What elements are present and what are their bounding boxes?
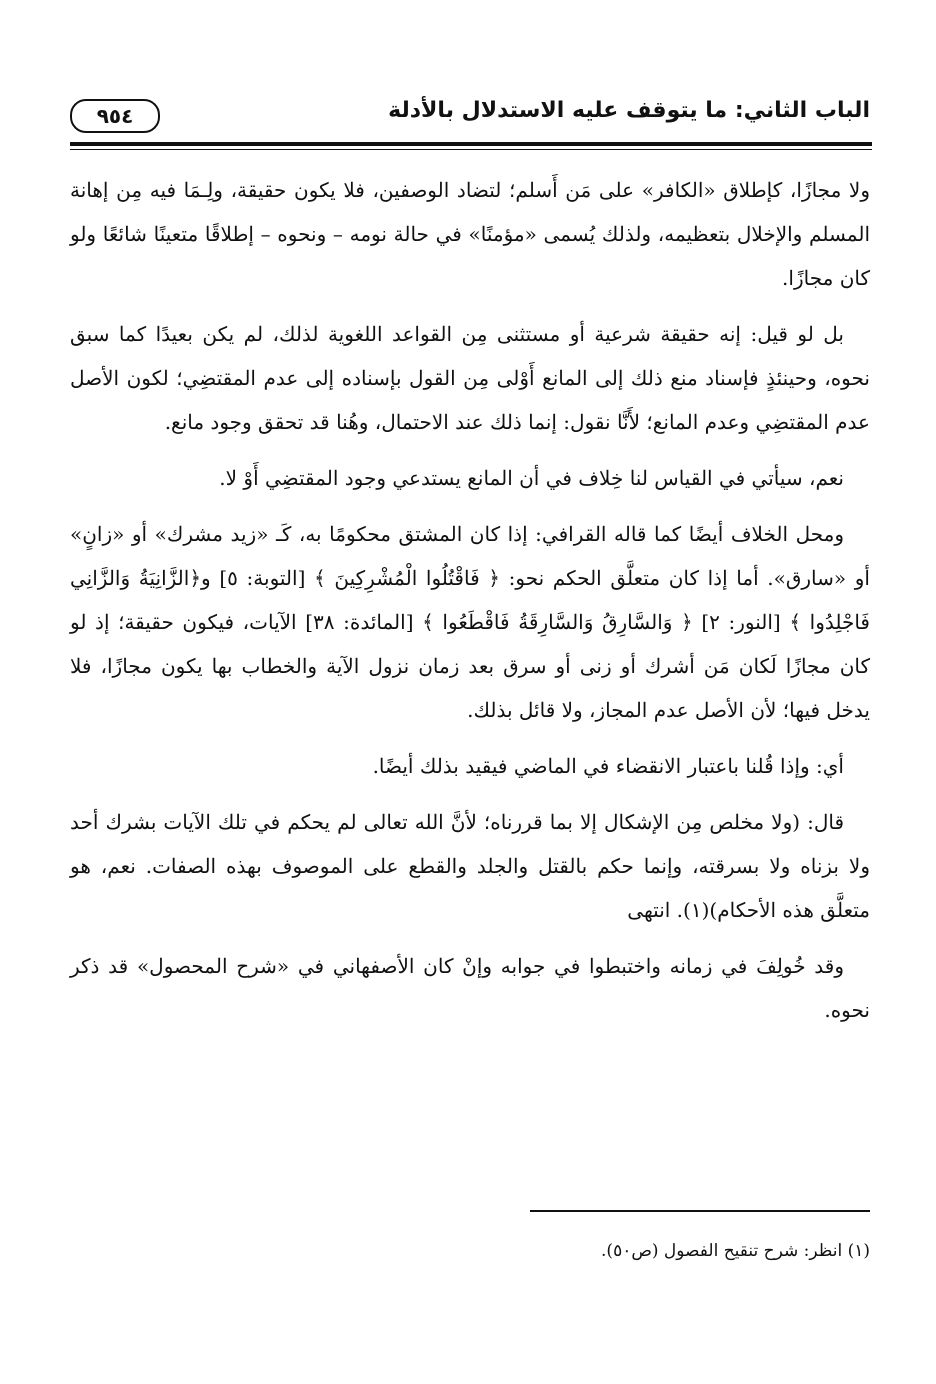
header-rule-thick bbox=[70, 142, 872, 146]
chapter-title: الباب الثاني: ما يتوقف عليه الاستدلال بالأدلة bbox=[388, 98, 870, 123]
paragraph: قال: (ولا مخلص مِن الإشكال إلا بما قررناه؛ لأنَّ الله تعالى لم يحكم في تلك الآيات بشرك أحد ولا بزناه ولا بسرقته، وإنما حكم بالقتل والجلد والقطع على الموصوف بهذه الصفات. نعم، هو متعلَّق هذه الأحكام)(١). انتهى bbox=[70, 810, 870, 922]
paragraph: ومحل الخلاف أيضًا كما قاله القرافي: إذا كان المشتق محكومًا به، كَـ «زيد مشرك» أو «زانٍ» أو «سارق». أما إذا كان متعلَّق الحكم نحو: ﴿ فَاقْتُلُوا الْمُشْرِكِينَ ﴾ [التوبة: ٥] و﴿الزَّانِيَةُ وَالزَّانِي فَاجْلِدُوا ﴾ [النور: ٢] ﴿ وَالسَّارِقُ وَالسَّارِقَةُ فَاقْطَعُوا ﴾ [المائدة: ٣٨] الآيات، فيكون حقيقة؛ إذ لو كان مجازًا لَكان مَن أشرك أو زنى أو سرق بعد زمان نزول الآية والخطاب بها يكون مجازًا، فلا يدخل فيها؛ لأن الأصل عدم المجاز، ولا قائل بذلك. bbox=[70, 522, 870, 722]
header-rule-thin bbox=[70, 149, 872, 150]
footnote-separator bbox=[530, 1210, 870, 1212]
page-header bbox=[70, 96, 870, 140]
page-body bbox=[70, 168, 870, 1044]
paragraph: ولا مجازًا، كإطلاق «الكافر» على مَن أَسلم؛ لتضاد الوصفين، فلا يكون حقيقة، ولِـمَا فيه مِن إهانة المسلم والإخلال بتعظيمه، ولذلك يُسمى «مؤمنًا» في حالة نومه – ونحوه – إطلاقًا متعينًا شائعًا ولو كان مجازًا. bbox=[70, 178, 870, 290]
page-number: ٩٥٤ bbox=[70, 99, 160, 133]
paragraph: نعم، سيأتي في القياس لنا خِلاف في أن المانع يستدعي وجود المقتضِي أَوْ لا. bbox=[219, 466, 844, 490]
footnote: (١) انظر: شرح تنقيح الفصول (ص٥٠). bbox=[601, 1241, 870, 1261]
paragraph: وقد خُولِفَ في زمانه واختبطوا في جوابه وإنْ كان الأصفهاني في «شرح المحصول» قد ذكر نحوه. bbox=[70, 954, 870, 1022]
paragraph: بل لو قيل: إنه حقيقة شرعية أو مستثنى مِن القواعد اللغوية لذلك، لم يكن بعيدًا كما سبق نحوه، وحينئذٍ فإسناد منع ذلك إلى المانع أَوْلى مِن القول بإسناده إلى عدم المقتضِي؛ لكون الأصل عدم المقتضِي وعدم المانع؛ لأَنَّا نقول: إنما ذلك عند الاحتمال، وهُنا قد تحقق وجود مانع. bbox=[70, 322, 870, 434]
paragraph: أي: وإذا قُلنا باعتبار الانقضاء في الماضي فيقيد بذلك أيضًا. bbox=[372, 754, 844, 778]
